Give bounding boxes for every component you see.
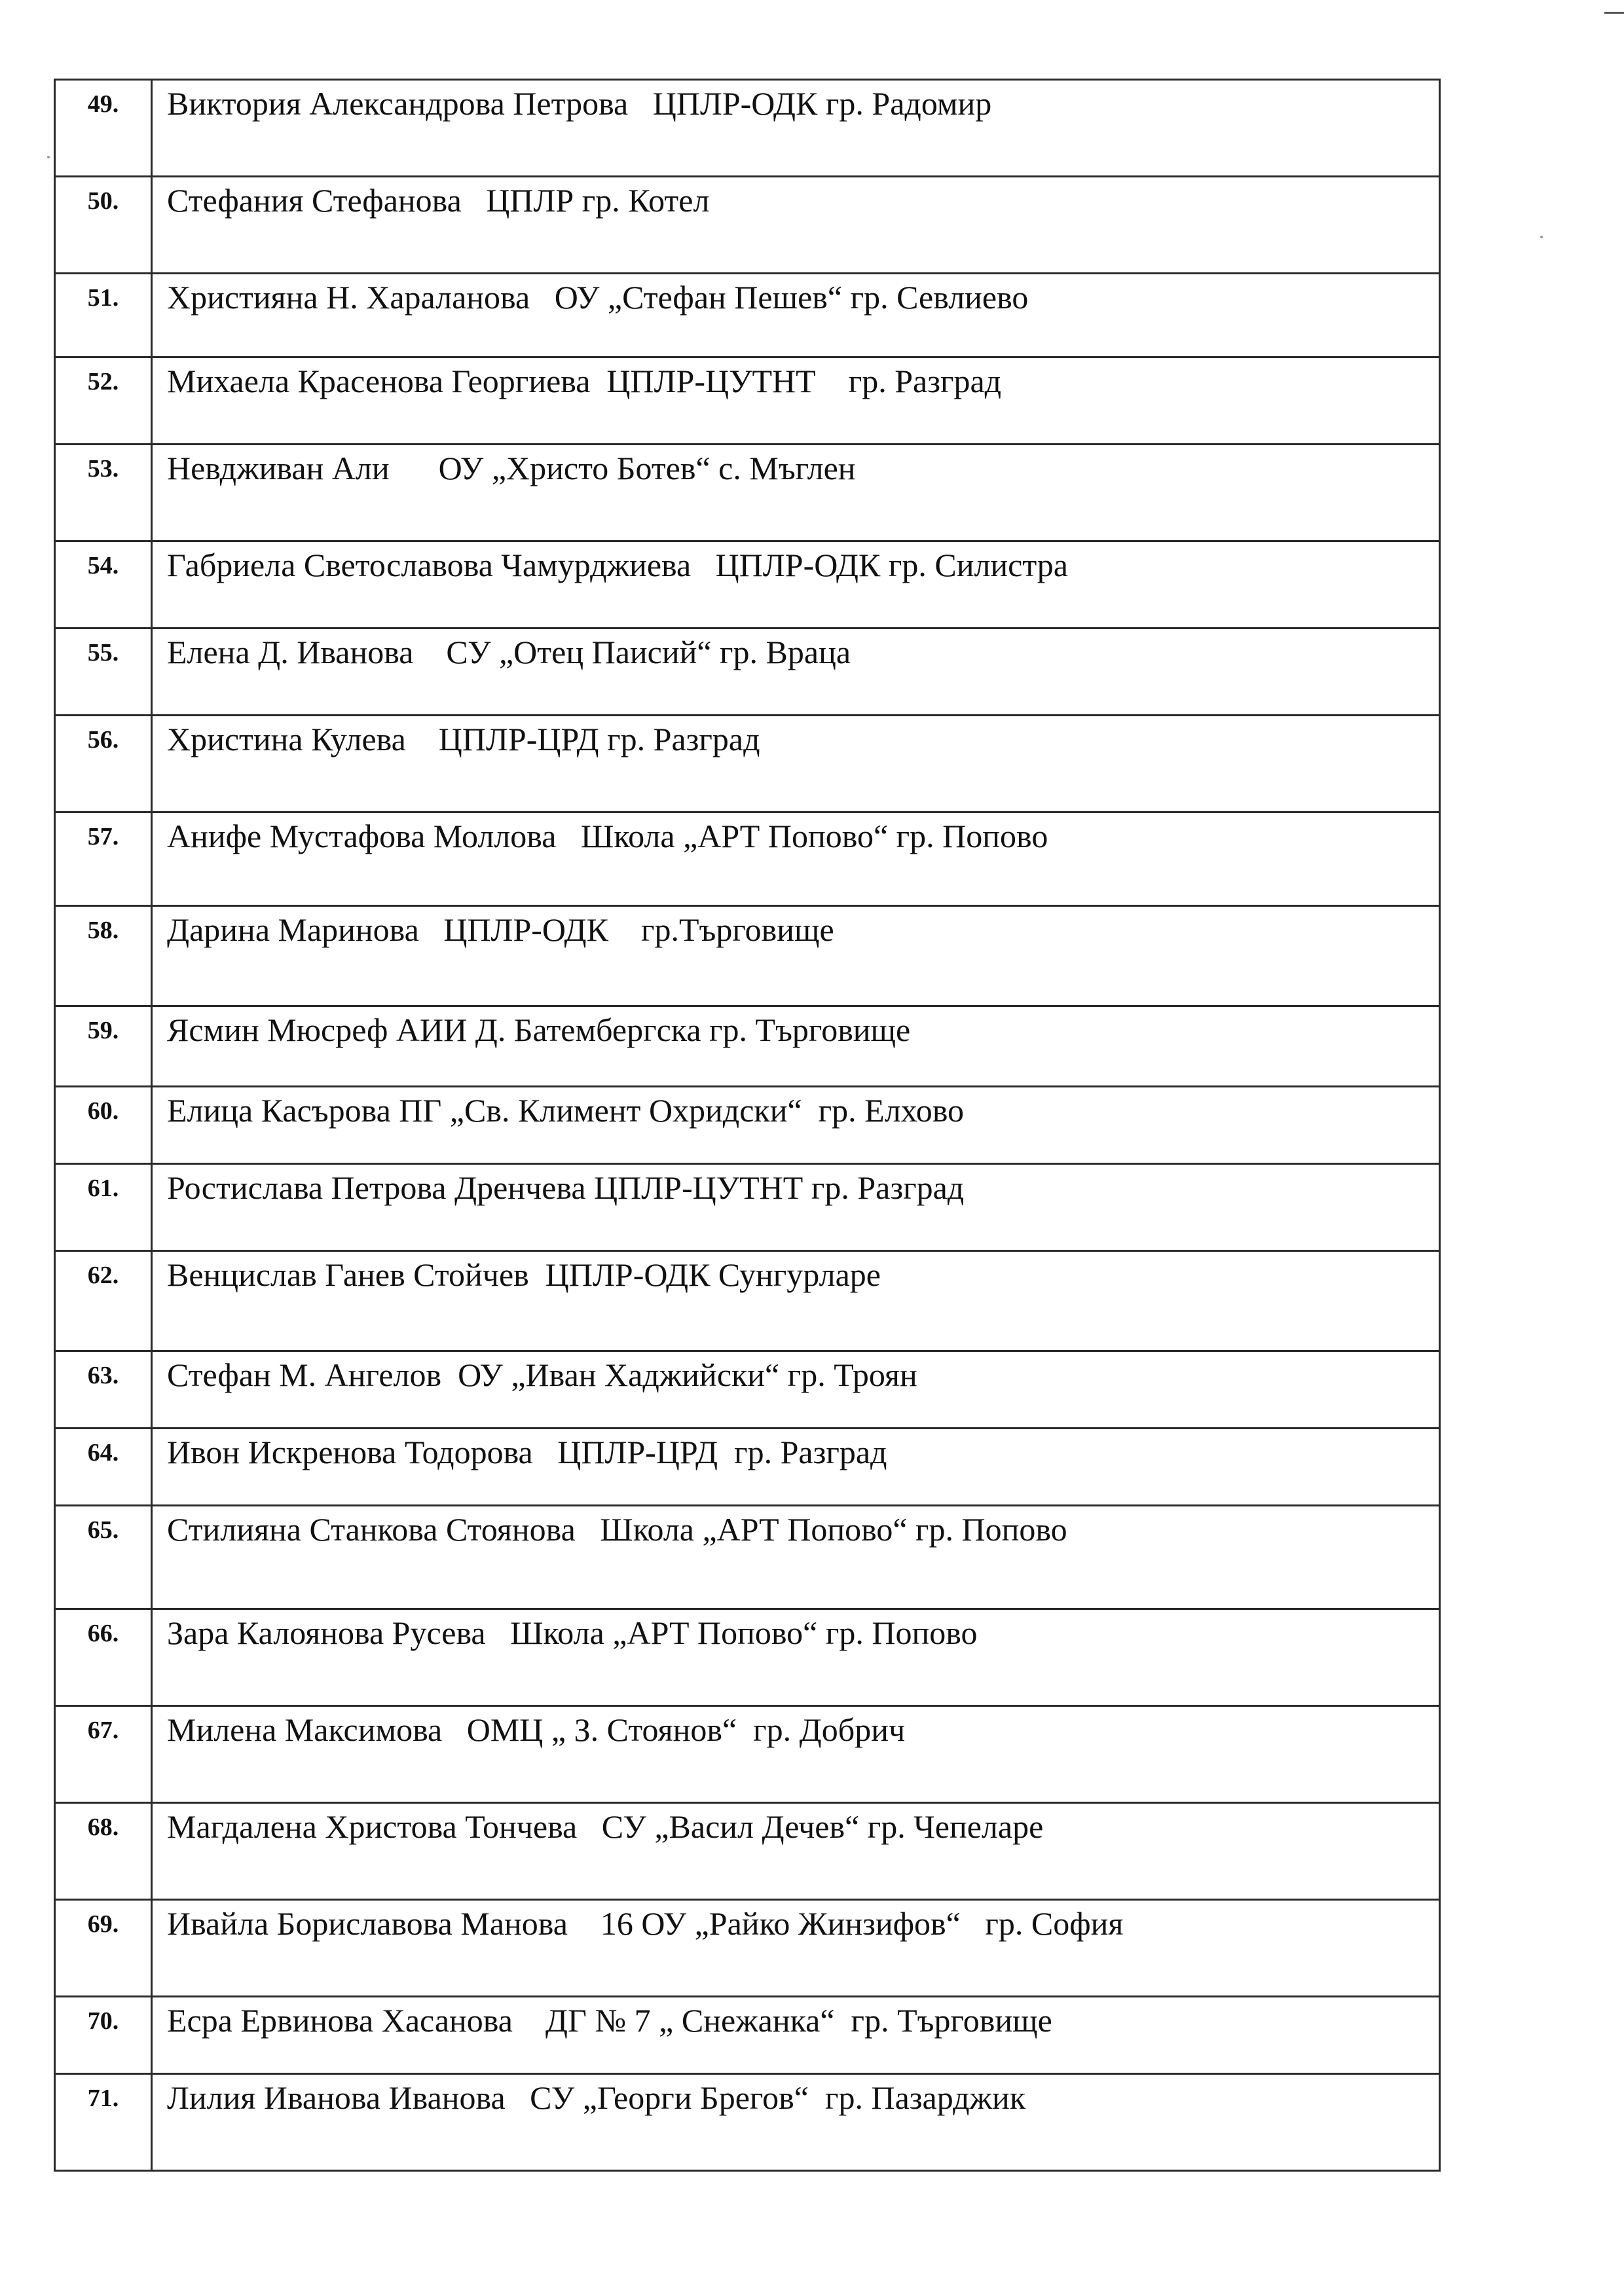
table-row (55, 1351, 1440, 1429)
participant-entry: Лилия Иванова Иванова СУ „Георги Брегов“ гр. Пазарджик (152, 2074, 1440, 2171)
participant-entry: Есра Ервинова Хасанова ДГ № 7 „ Снежанка“ гр. Търговище (152, 1997, 1440, 2074)
row-number: 55. (55, 629, 152, 716)
participant-entry: Ивайла Бориславова Манова 16 ОУ „Райко Жинзифов“ гр. София (152, 1900, 1440, 1997)
table-row (55, 445, 1440, 541)
participants-table (54, 79, 1441, 2172)
table-row (55, 1251, 1440, 1351)
participant-entry: Михаела Красенова Георгиева ЦПЛР-ЦУТНТ гр. Разград (152, 357, 1440, 445)
participant-entry: Ростислава Петрова Дренчева ЦПЛР-ЦУТНТ гр. Разград (152, 1164, 1440, 1251)
participant-entry: Дарина Маринова ЦПЛР-ОДК гр.Търговище (152, 906, 1440, 1006)
participant-entry: Стилияна Станкова Стоянова Школа „АРТ Попово“ гр. Попово (152, 1506, 1440, 1609)
participant-entry: Стефан М. Ангелов ОУ „Иван Хаджийски“ гр. Троян (152, 1351, 1440, 1429)
row-number: 54. (55, 541, 152, 629)
row-number: 70. (55, 1997, 152, 2074)
table-row (55, 1087, 1440, 1164)
row-number: 67. (55, 1706, 152, 1803)
row-number: 57. (55, 812, 152, 906)
table-row (55, 1164, 1440, 1251)
table-row (55, 906, 1440, 1006)
table-row (55, 177, 1440, 274)
table-row (55, 357, 1440, 445)
table-row (55, 1706, 1440, 1803)
participant-entry: Магдалена Христова Тончева СУ „Васил Дечев“ гр. Чепеларе (152, 1803, 1440, 1900)
row-number: 60. (55, 1087, 152, 1164)
scan-speck (1540, 236, 1543, 238)
row-number: 50. (55, 177, 152, 274)
row-number: 69. (55, 1900, 152, 1997)
row-number: 49. (55, 80, 152, 177)
row-number: 59. (55, 1006, 152, 1087)
row-number: 53. (55, 445, 152, 541)
participant-entry: Елица Касърова ПГ „Св. Климент Охридски“ гр. Елхово (152, 1087, 1440, 1164)
participant-entry: Ясмин Мюсреф АИИ Д. Батембергска гр. Търговище (152, 1006, 1440, 1087)
table-row (55, 1506, 1440, 1609)
table-row (55, 1803, 1440, 1900)
participants-table-body (55, 80, 1440, 2171)
participant-entry: Невдживан Али ОУ „Христо Ботев“ с. Мъглен (152, 445, 1440, 541)
participant-entry: Венцислав Ганев Стойчев ЦПЛР-ОДК Сунгурларе (152, 1251, 1440, 1351)
table-row (55, 274, 1440, 357)
participant-entry: Ивон Искренова Тодорова ЦПЛР-ЦРД гр. Разград (152, 1429, 1440, 1506)
row-number: 66. (55, 1609, 152, 1706)
participant-entry: Виктория Александрова Петрова ЦПЛР-ОДК гр. Радомир (152, 80, 1440, 177)
row-number: 52. (55, 357, 152, 445)
row-number: 62. (55, 1251, 152, 1351)
participant-entry: Милена Максимова ОМЦ „ З. Стоянов“ гр. Добрич (152, 1706, 1440, 1803)
table-row (55, 80, 1440, 177)
participant-entry: Христина Кулева ЦПЛР-ЦРД гр. Разград (152, 716, 1440, 812)
participant-entry: Елена Д. Иванова СУ „Отец Паисий“ гр. Враца (152, 629, 1440, 716)
row-number: 58. (55, 906, 152, 1006)
participant-entry: Анифе Мустафова Моллова Школа „АРТ Попово“ гр. Попово (152, 812, 1440, 906)
table-row (55, 1006, 1440, 1087)
table-row (55, 716, 1440, 812)
participant-entry: Габриела Светославова Чамурджиева ЦПЛР-ОДК гр. Силистра (152, 541, 1440, 629)
row-number: 63. (55, 1351, 152, 1429)
table-row (55, 1900, 1440, 1997)
table-row (55, 812, 1440, 906)
table-row (55, 1609, 1440, 1706)
table-row (55, 2074, 1440, 2171)
scan-edge-mark (1604, 12, 1624, 14)
participant-entry: Зара Калоянова Русева Школа „АРТ Попово“ гр. Попово (152, 1609, 1440, 1706)
row-number: 71. (55, 2074, 152, 2171)
row-number: 61. (55, 1164, 152, 1251)
scan-speck (47, 156, 50, 158)
table-row (55, 1997, 1440, 2074)
row-number: 51. (55, 274, 152, 357)
row-number: 64. (55, 1429, 152, 1506)
row-number: 65. (55, 1506, 152, 1609)
table-row (55, 541, 1440, 629)
participant-entry: Стефания Стефанова ЦПЛР гр. Котел (152, 177, 1440, 274)
table-row (55, 629, 1440, 716)
table-row (55, 1429, 1440, 1506)
row-number: 56. (55, 716, 152, 812)
row-number: 68. (55, 1803, 152, 1900)
participant-entry: Християна Н. Хараланова ОУ „Стефан Пешев“ гр. Севлиево (152, 274, 1440, 357)
